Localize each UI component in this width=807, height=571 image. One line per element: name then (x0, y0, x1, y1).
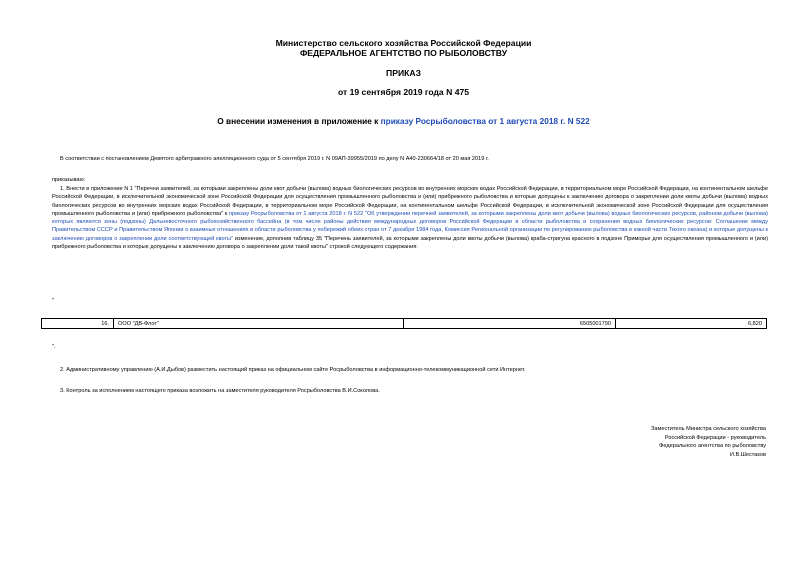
preamble (52, 155, 768, 163)
quote-open: " (52, 298, 54, 304)
document-type: ПРИКАЗ (386, 68, 421, 78)
quote-close: ". (52, 344, 56, 350)
item-1-link[interactable]: приказу Росрыболовства от 1 августа 2018 г. N 522 "Об утверждении перечней заявителей, за которыми закреплены доли квот добычи (вылова) водных биологических ресурсов, районом добычи (вылова) которых являются зоны (подзоны) Дальневосточного рыбохозяйственного бассейна (в том числе районы действия международных договоров Российской Федерации в области рыболовства и сохранения водных биологических ресурсов: Соглашение между Правительством СССР и Правительством Японии о взаимных отношениях в области рыболовства у побережий обеих стран от 7 декабря 1984 года, Комиссия Региональной организации по регулированию рыболовства в южной части Тихого океана) и которые допущены к заключению договоров о закреплении доли соответствующей квоты" (52, 210, 768, 242)
item-2-text: 2. Административному управлению (А.И.Дыбов) разместить настоящий приказ на официальном сайте Росрыболовства в информационно-телекоммуникационной сети Интернет. (60, 367, 526, 373)
document-title (0, 116, 807, 126)
item-1-text-a: 1. Внести в приложение N 1 "Перечни заявителей, за которыми закреплены доли квот добычи (вылова) водных биологических ресурсов во внутренних морских водах Российской Федерации, в территориальном море Российской Федерации, на континентальном шельфе Российской Федерации, в исключительной экономической зоне Российской Федерации для осуществления промышленного рыболовства и (или) прибрежного рыболовства и которые допущены к заключению договора о закреплении доли квоты добычи (вылова) водных биологических ресурсов во внутренних морских водах Российской Федерации, в территориальном море Российской Федерации, на континентальном шельфе Российской Федерации, в исключительной экономической зоне Российской Федерации для осуществления промышленного рыболовства и (или) прибрежного рыболовства" к (52, 186, 768, 217)
signature-block (566, 425, 766, 459)
added-table-row (41, 318, 767, 329)
signature-name: И.В.Шестаков (729, 451, 766, 458)
title-link[interactable]: приказу Росрыболовства от 1 августа 2018 г. N 522 (380, 116, 590, 126)
order-word: приказываю: (52, 177, 86, 183)
title-prefix: О внесении изменения в приложение к (217, 116, 381, 126)
document-date-number: от 19 сентября 2019 года N 475 (337, 87, 470, 97)
preamble-text: В соответствии с постановлением Девятого арбитражного апелляционного суда от 5 сентября 2019 г. N 09АП-39955/2019 по делу N А40-230664/18 от 20 мая 2019 г. (60, 156, 489, 162)
cell-number: 16. (42, 319, 114, 329)
cell-company: ООО "ДВ-Флот" (114, 319, 404, 329)
item-3 (52, 387, 768, 395)
cell-share: 6,820 (616, 319, 767, 329)
item-1-text-b: изменение, дополнив таблицу 35 "Перечень заявителей, за которыми закреплены доли квоты добычи (вылова) краба-стригуна красного в подзоне Приморье для осуществления промышленного и (или) прибрежного рыболовства и которые допущены к заключению договора о закреплении доли такой квоты" строкой следующего содержания: (52, 235, 769, 251)
signature-line-2: Российской Федерации - руководитель (664, 434, 766, 441)
signature-line-3: Федерального агентства по рыболовству (659, 443, 766, 450)
item-3-text: 3. Контроль за исполнением настоящего приказа возложить на заместителя руководителя Росрыболовства В.И.Соколова. (60, 388, 380, 394)
agency-name: ФЕДЕРАЛЬНОЕ АГЕНТСТВО ПО РЫБОЛОВСТВУ (299, 48, 508, 58)
table-row (42, 319, 767, 329)
ministry-name: Министерство сельского хозяйства Российской Федерации (275, 38, 532, 48)
cell-inn: 6505001790 (404, 319, 616, 329)
item-2 (52, 366, 768, 374)
item-1 (52, 185, 768, 251)
signature-line-1: Заместитель Министра сельского хозяйства (651, 426, 766, 432)
